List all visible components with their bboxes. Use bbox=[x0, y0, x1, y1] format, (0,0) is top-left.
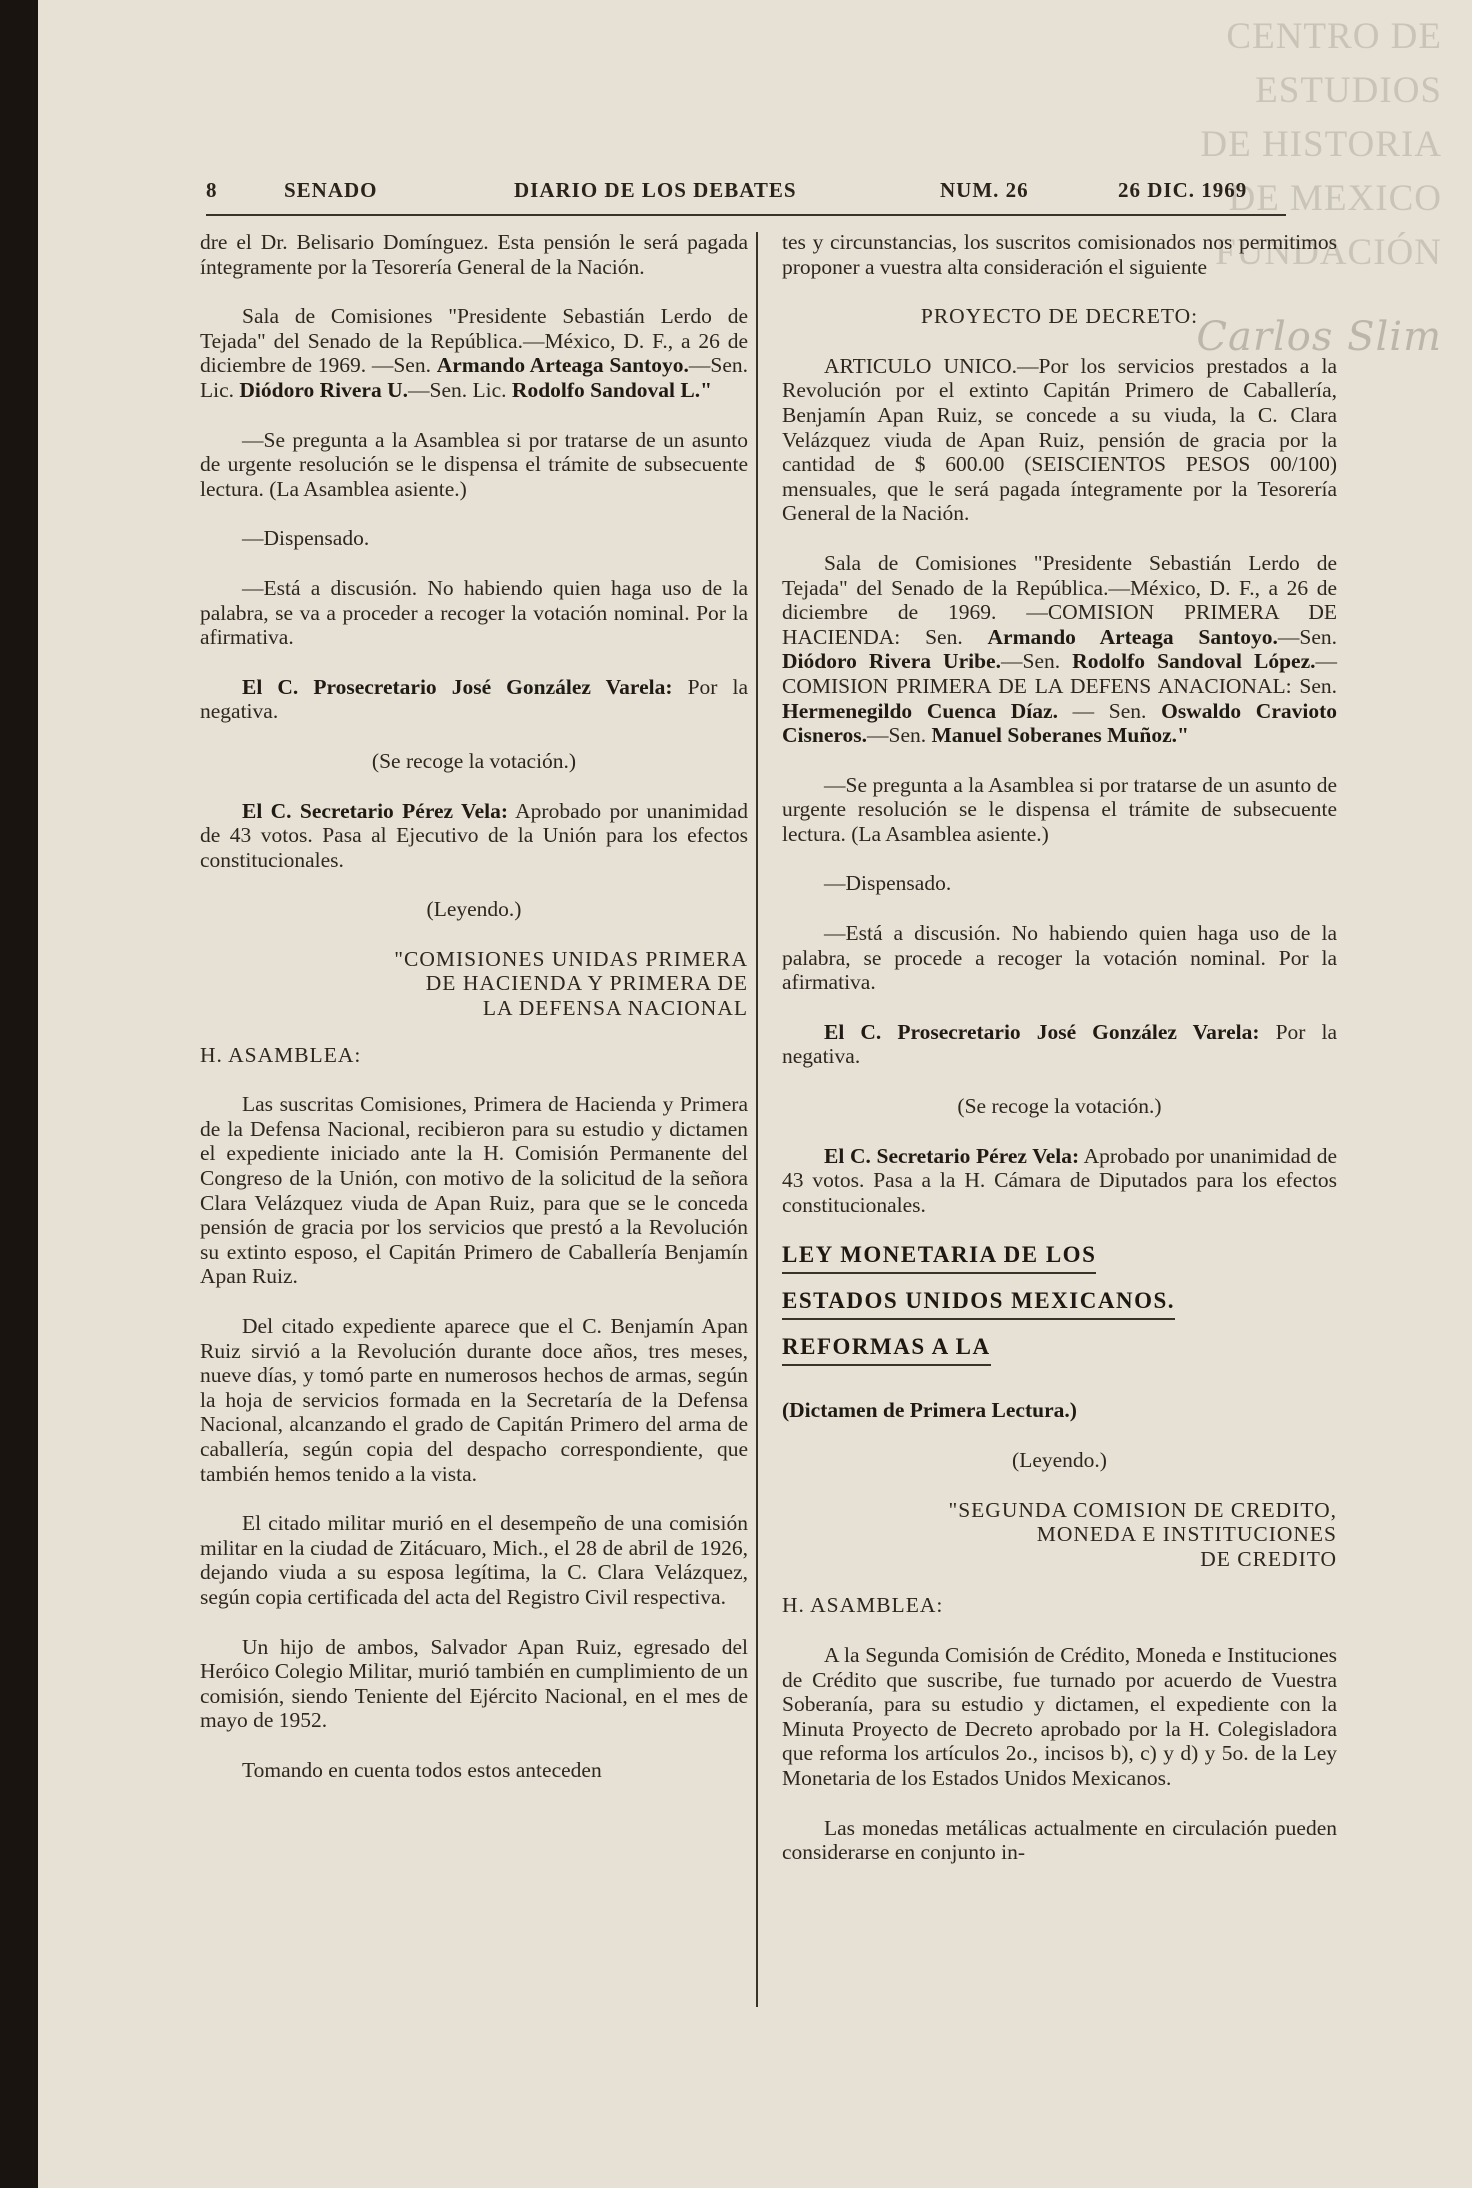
text: —Sen. bbox=[1000, 649, 1061, 674]
text: Aprobado por unanimidad de 43 votos. Pasa al Ejecutivo de la Unión para los efectos constitucionales. bbox=[200, 798, 748, 872]
paragraph: tes y circunstancias, los suscritos comisionados nos permitimos proponer a vuestra alta consideración el siguiente bbox=[782, 230, 1337, 279]
page-number: 8 bbox=[206, 178, 218, 202]
text: — COMISION PRIMERA DE LA DEFENS ANACIONAL: Sen. bbox=[782, 649, 1337, 698]
signature-paragraph bbox=[782, 551, 1337, 748]
column-divider bbox=[756, 232, 758, 2007]
section-title-line: LEY MONETARIA DE LOS bbox=[782, 1242, 1096, 1274]
paragraph: El citado militar murió en el desempeño de una comisión militar en la ciudad de Zitácuaro, Mich., el 28 de abril de 1926, dejando viuda a su esposa legítima, la C. Clara Velázquez, según copia certificada del acta del Registro Civil respectiva. bbox=[200, 1511, 748, 1609]
heading-line: DE CREDITO bbox=[1200, 1546, 1337, 1571]
heading-line: LA DEFENSA NACIONAL bbox=[482, 996, 748, 1021]
subtitle bbox=[782, 1398, 1337, 1423]
speaker-name: El C. Secretario Pérez Vela: bbox=[824, 1143, 1080, 1168]
chamber-name: SENADO bbox=[284, 178, 378, 202]
right-column bbox=[782, 230, 1337, 1890]
paragraph: —Se pregunta a la Asamblea si por tratarse de un asunto de urgente resolución se le dispensa el trámite de subsecuente lectura. (La Asamblea asiente.) bbox=[782, 772, 1337, 846]
speaker-paragraph bbox=[782, 1144, 1337, 1218]
senator-name: Armando Arteaga Santoyo. bbox=[436, 353, 689, 378]
section-title-line: REFORMAS A LA bbox=[782, 1334, 991, 1366]
paragraph: Tomando en cuenta todos estos anteceden bbox=[242, 1757, 602, 1782]
text: —Sen. bbox=[1277, 624, 1337, 649]
paragraph: Las monedas metálicas actualmente en circulación pueden considerarse en conjunto in- bbox=[782, 1815, 1337, 1865]
page-header bbox=[206, 172, 1286, 216]
paragraph: —Se pregunta a la Asamblea si por tratarse de un asunto de urgente resolución se le dispensa el trámite de subsecuente lectura. (La Asamblea asiente.) bbox=[200, 427, 748, 501]
decree-title: PROYECTO DE DECRETO: bbox=[920, 304, 1199, 329]
text: Sala de Comisiones "Presidente Sebastián Lerdo de Tejada" del Senado de la República.—México, D. F., a 26 de diciembre de 1969. —Sen. bbox=[200, 304, 748, 378]
paragraph: —Dispensado. bbox=[824, 871, 952, 896]
section-title-line: ESTADOS UNIDOS MEXICANOS. bbox=[782, 1288, 1175, 1320]
text: Por la negativa. bbox=[200, 674, 749, 724]
senator-name: Rodolfo Sandoval López. bbox=[1072, 649, 1316, 674]
text: Aprobado por unanimidad de 43 votos. Pasa a la H. Cámara de Diputados para los efectos constitucionales. bbox=[782, 1143, 1337, 1217]
heading-line: "SEGUNDA COMISION DE CREDITO, bbox=[948, 1497, 1337, 1522]
paragraph: dre el Dr. Belisario Domínguez. Esta pensión le será pagada íntegramente por la Tesorería General de la Nación. bbox=[200, 230, 748, 279]
header-rule bbox=[206, 214, 1286, 216]
stage-note: (Se recoge la votación.) bbox=[371, 748, 577, 773]
text: Por la negativa. bbox=[782, 1019, 1338, 1069]
stage-note: (Leyendo.) bbox=[1012, 1448, 1107, 1472]
publication-title: DIARIO DE LOS DEBATES bbox=[514, 178, 797, 202]
text: —Sen. Lic. bbox=[200, 353, 748, 402]
paragraph: —Está a discusión. No habiendo quien haga uso de la palabra, se procede a recoger la votación nominal. Por la afirmativa. bbox=[782, 921, 1337, 995]
issue-date: 26 DIC. 1969 bbox=[1118, 178, 1248, 202]
speaker-name: El C. Secretario Pérez Vela: bbox=[242, 798, 508, 823]
paragraph: ARTICULO UNICO.—Por los servicios prestados a la Revolución por el extinto Capitán Primero de Caballería, Benjamín Apan Ruiz, se concede a su viuda, la C. Clara Velázquez viuda de Apan Ruiz, pensión de gracia por la cantidad de $ 600.00 (SEISCIENTOS PESOS 00/100) mensuales, que le será pagada íntegramente por la Tesorería General de la Nación. bbox=[782, 353, 1337, 526]
stage-note: (Leyendo.) bbox=[426, 897, 522, 922]
left-column bbox=[200, 230, 748, 1808]
heading-line: DE HACIENDA Y PRIMERA DE bbox=[425, 971, 748, 996]
senator-name: Oswaldo Cravioto Cisneros. bbox=[782, 698, 1338, 748]
watermark-line: DE HISTORIA bbox=[1200, 124, 1442, 165]
senator-name: Rodolfo Sandoval L." bbox=[511, 377, 713, 402]
signature-paragraph bbox=[200, 304, 748, 402]
watermark-line: DE MEXICO bbox=[1228, 178, 1442, 219]
heading-line: "COMISIONES UNIDAS PRIMERA bbox=[394, 946, 748, 971]
paragraph: Del citado expediente aparece que el C. Benjamín Apan Ruiz sirvió a la Revolución durante doce años, tres meses, nueve días, y tomó parte en numerosos hechos de armas, según la hoja de servicios formada en la Secretaría de la Defensa Nacional, alcanzando el grado de Capitán Primero del arma de caballería, según copia del despacho correspondiente, que también hemos tenido a la vista. bbox=[200, 1314, 748, 1486]
speaker-paragraph bbox=[782, 1020, 1337, 1069]
senator-name: Diódoro Rivera U. bbox=[239, 377, 409, 402]
issue-number: NUM. 26 bbox=[940, 178, 1029, 202]
senator-name: Hermenegildo Cuenca Díaz. bbox=[782, 698, 1058, 723]
heading-line: MONEDA E INSTITUCIONES bbox=[1036, 1522, 1337, 1547]
text: —Sen. Lic. bbox=[408, 377, 507, 402]
paragraph: —Dispensado. bbox=[242, 526, 370, 551]
subtitle-text: (Dictamen de Primera Lectura.) bbox=[782, 1398, 1077, 1423]
watermark-line: CENTRO DE bbox=[1226, 16, 1442, 57]
salutation: H. ASAMBLEA: bbox=[782, 1593, 944, 1618]
watermark-line: FUNDACIÓN bbox=[1215, 232, 1442, 273]
watermark-line: ESTUDIOS bbox=[1255, 70, 1442, 111]
stage-note: (Se recoge la votación.) bbox=[957, 1094, 1162, 1119]
text: — Sen. bbox=[1072, 698, 1147, 723]
senator-name: Armando Arteaga Santoyo. bbox=[987, 624, 1278, 649]
text: Sala de Comisiones "Presidente Sebastián Lerdo de Tejada" del Senado de la República.—México, D. F., a 26 de diciembre de 1969. —COMISION PRIMERA DE HACIENDA: Sen. bbox=[782, 550, 1337, 649]
paragraph: A la Segunda Comisión de Crédito, Moneda e Instituciones de Crédito que suscribe, fue turnado por acuerdo de Vuestra Soberanía, para su estudio y dictamen, el expediente con la Minuta Proyecto de Decreto aprobado por la H. Colegisladora que reforma los artículos 2o., incisos b), c) y d) y 5o. de la Ley Monetaria de los Estados Unidos Mexicanos. bbox=[782, 1642, 1337, 1790]
section-title-block bbox=[782, 1242, 1337, 1380]
senator-name: Diódoro Rivera Uribe. bbox=[782, 649, 1001, 674]
committee-heading bbox=[200, 947, 748, 1021]
document-page bbox=[38, 0, 1472, 2188]
paragraph: Un hijo de ambos, Salvador Apan Ruiz, egresado del Heróico Colegio Militar, murió también en cumplimiento de un comisión, siendo Teniente del Ejército Nacional, en el mes de mayo de 1952. bbox=[200, 1634, 748, 1733]
salutation: H. ASAMBLEA: bbox=[200, 1042, 362, 1067]
speaker-name: El C. Prosecretario José González Varela: bbox=[824, 1019, 1260, 1044]
speaker-paragraph bbox=[200, 799, 748, 873]
watermark-signature: Carlos Slim bbox=[1196, 314, 1442, 360]
speaker-paragraph bbox=[200, 675, 748, 724]
paragraph: Las suscritas Comisiones, Primera de Hacienda y Primera de la Defensa Nacional, recibieron para su estudio y dictamen el expediente iniciado ante la H. Comisión Permanente del Congreso de la Unión, con motivo de la solicitud de la señora Clara Velázquez viuda de Apan Ruiz, para que se le conceda pensión de gracia por los servicios que prestó a la Revolución su extinto esposo, el Capitán Primero de Caballería Benjamín Apan Ruiz. bbox=[200, 1092, 748, 1289]
committee-heading bbox=[782, 1498, 1337, 1572]
speaker-name: El C. Prosecretario José González Varela: bbox=[242, 674, 673, 699]
senator-name: Manuel Soberanes Muñoz." bbox=[931, 723, 1189, 748]
text: —Sen. bbox=[867, 723, 927, 748]
paragraph: —Está a discusión. No habiendo quien haga uso de la palabra, se va a proceder a recoger la votación nominal. Por la afirmativa. bbox=[200, 575, 748, 650]
